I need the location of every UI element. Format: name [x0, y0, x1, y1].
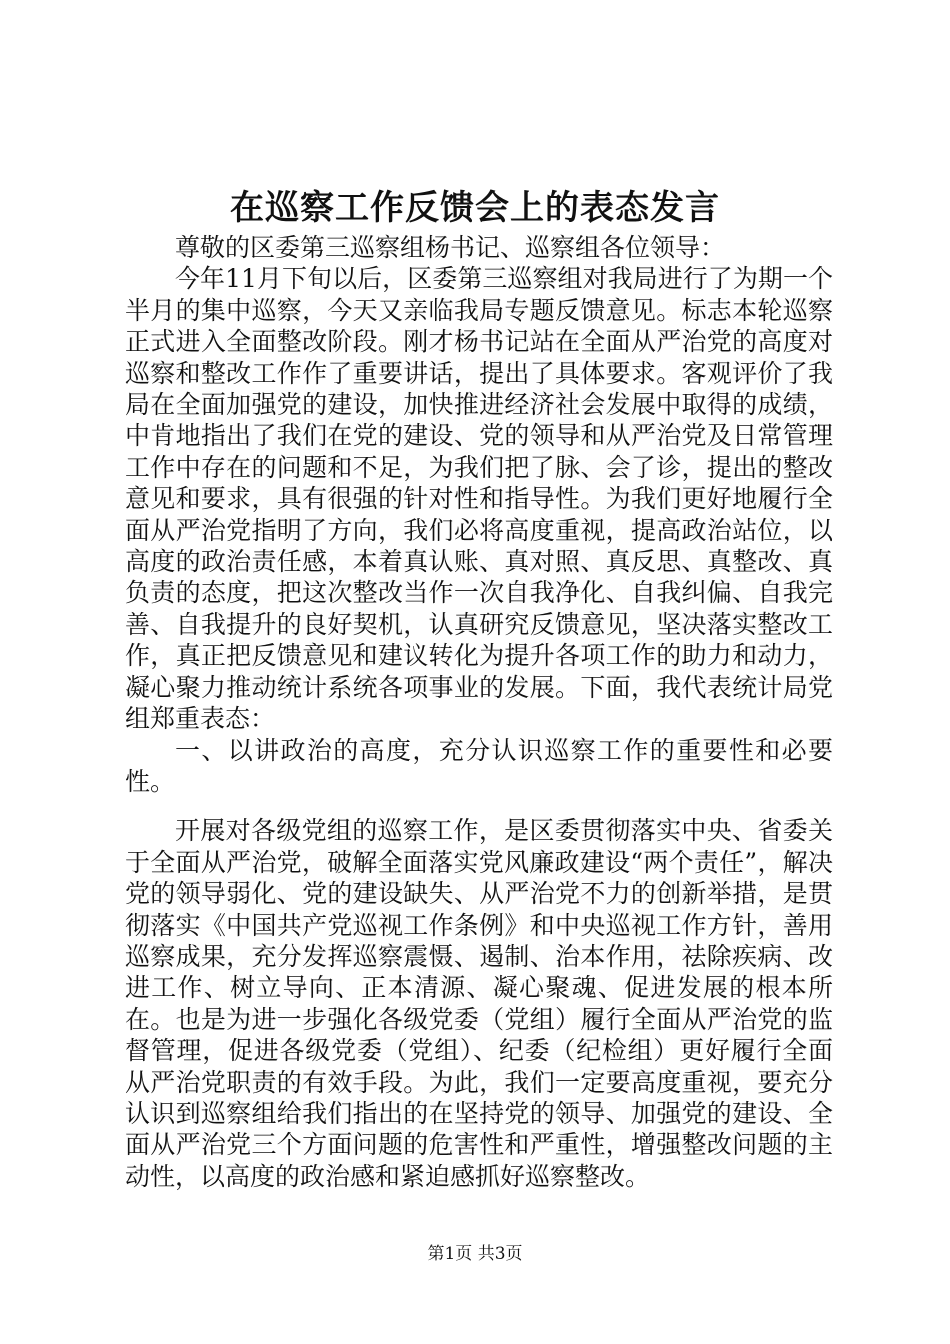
salutation-paragraph: 尊敬的区委第三巡察组杨书记、巡察组各位领导： — [175, 233, 726, 262]
body-paragraph: 今年11月下旬以后，区委第三巡察组对我局进行了为期一个半月的集中巡察，今天又亲临我局专题反馈意见。标志本轮巡察正式进入全面整改阶段。刚才杨书记站在全面从严治党的高度对巡察和整改工作作了重要讲话，提出了具体要求。客观评价了我局在全面加强党的建设，加快推进经济社会发展中取得的成绩，中肯地指出了我们在党的建设、党的领导和从严治党及日常管理工作中存在的问题和不足，为我们把了脉、会了诊，提出的整改意见和要求，具有很强的针对性和指导性。为我们更好地履行全面从严治党指明了方向，我们必将高度重视，提高政治站位，以高度的政治责任感，本着真认账、真对照、真反思、真整改、真负责的态度，把这次整改当作一次自我净化、自我纠偏、自我完善、自我提升的良好契机，认真研究反馈意见，坚决落实整改工作，真正把反馈意见和建议转化为提升各项工作的助力和动力，凝心聚力推动统计系统各项事业的发展。下面，我代表统计局党组郑重表态： — [125, 264, 833, 734]
section-heading: 一、以讲政治的高度，充分认识巡察工作的重要性和必要性。 — [125, 735, 833, 796]
document-title: 在巡察工作反馈会上的表态发言 — [230, 188, 720, 228]
document-body — [125, 232, 833, 1192]
body-paragraph: 开展对各级党组的巡察工作，是区委贯彻落实中央、省委关于全面从严治党，破解全面落实党风廉政建设“两个责任”，解决党的领导弱化、党的建设缺失、从严治党不力的创新举措，是贯彻落实《中国共产党巡视工作条例》和中央巡视工作方针，善用巡察成果，充分发挥巡察震慑、遏制、治本作用，祛除疾病、改进工作、树立导向、正本清源、凝心聚魂、促进发展的根本所在。也是为进一步强化各级党委（党组）履行全面从严治党的监督管理，促进各级党委（党组）、纪委（纪检组）更好履行全面从严治党职责的有效手段。为此，我们一定要高度重视，要充分认识到巡察组给我们指出的在坚持党的领导、加强党的建设、全面从严治党三个方面问题的危害性和严重性，增强整改问题的主动性，以高度的政治感和紧迫感抓好巡察整改。 — [125, 816, 833, 1191]
page-footer: 第1页 共3页 — [427, 1244, 523, 1264]
